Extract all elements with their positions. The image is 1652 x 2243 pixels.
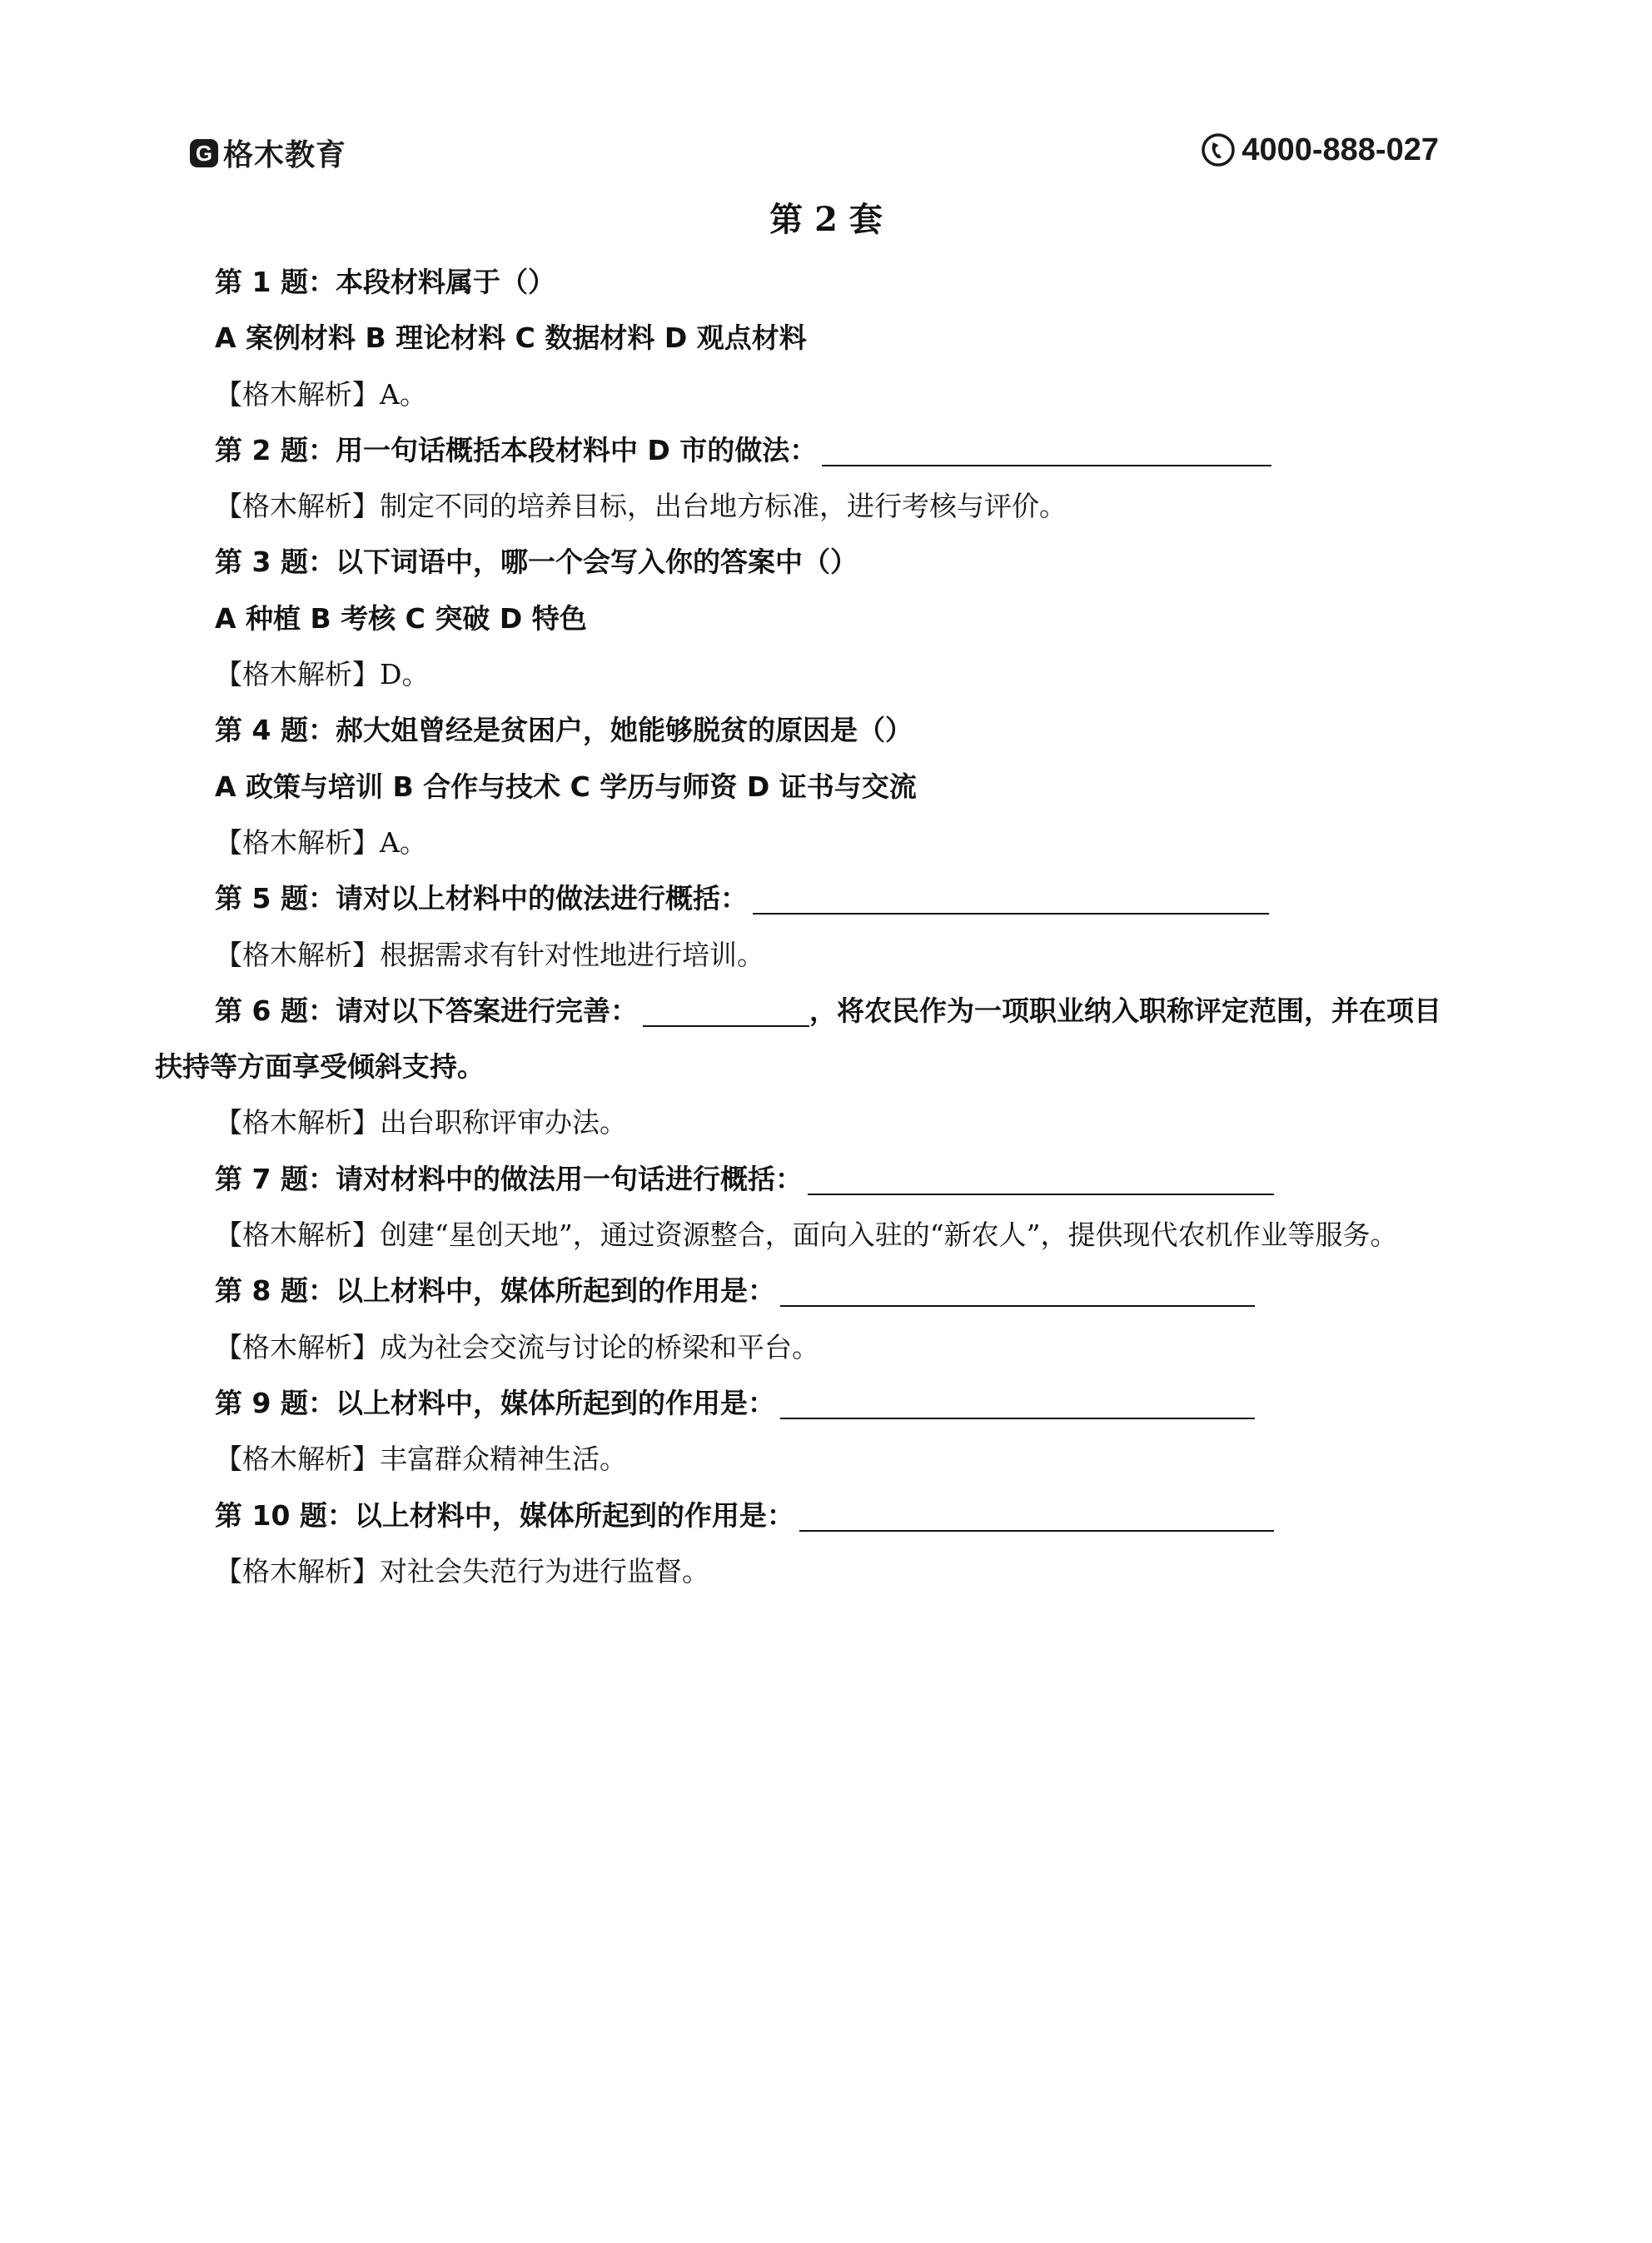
analysis-tag: 【格木解析】 <box>215 1219 380 1252</box>
question-2 <box>215 422 1497 478</box>
analysis-9 <box>215 1431 1497 1487</box>
question-10 <box>215 1488 1497 1543</box>
question-text-after: ，将农民作为一项职业纳入职称评定范围，并在项目 <box>809 994 1441 1027</box>
analysis-10 <box>215 1543 1497 1599</box>
analysis-answer: 成为社会交流与讨论的桥梁和平台。 <box>380 1330 819 1363</box>
analysis-tag: 【格木解析】 <box>215 1330 380 1363</box>
logo-text: 格木教育 <box>223 138 347 172</box>
question-1-options: A 案例材料 B 理论材料 C 数据材料 D 观点材料 <box>215 321 807 355</box>
answer-blank[interactable] <box>808 1160 1274 1195</box>
question-4-options: A 政策与培训 B 合作与技术 C 学历与师资 D 证书与交流 <box>215 770 917 803</box>
question-6 <box>215 983 1497 1039</box>
analysis-2 <box>215 478 1497 534</box>
answer-blank[interactable] <box>799 1497 1274 1532</box>
question-7 <box>215 1151 1497 1207</box>
analysis-answer: 制定不同的培养目标，出台地方标准，进行考核与评价。 <box>380 490 1067 523</box>
answer-blank[interactable] <box>822 431 1271 466</box>
phone-number: 4000-888-027 <box>1241 132 1439 167</box>
question-list <box>155 254 1497 1599</box>
question-5 <box>215 870 1497 926</box>
question-text: 第 8 题：以上材料中，媒体所起到的作用是： <box>215 1274 775 1308</box>
analysis-answer: A。 <box>380 825 427 859</box>
question-6-continued: 扶持等方面享受倾斜支持。 <box>155 1050 485 1084</box>
question-8 <box>215 1263 1497 1318</box>
question-3-options: A 种植 B 考核 C 突破 D 特色 <box>215 601 587 635</box>
analysis-8 <box>215 1319 1497 1375</box>
question-3: 第 3 题：以下词语中，哪一个会写入你的答案中（） <box>215 546 858 579</box>
question-text: 第 2 题：用一句话概括本段材料中 D 市的做法： <box>215 433 818 466</box>
analysis-5 <box>215 927 1497 983</box>
phone-icon <box>1200 132 1237 168</box>
question-text: 第 6 题：请对以下答案进行完善： <box>215 994 638 1027</box>
analysis-tag: 【格木解析】 <box>215 490 380 523</box>
analysis-tag: 【格木解析】 <box>215 825 380 859</box>
question-4: 第 4 题：郝大姐曾经是贫困户，她能够脱贫的原因是（） <box>215 714 913 747</box>
answer-blank[interactable] <box>643 992 809 1027</box>
analysis-answer: 创建“星创天地”，通过资源整合，面向入驻的“新农人”，提供现代农机作业等服务。 <box>380 1219 1398 1252</box>
analysis-7 <box>215 1207 1497 1263</box>
analysis-answer: D。 <box>380 658 430 691</box>
question-text: 第 5 题：请对以上材料中的做法进行概括： <box>215 882 748 915</box>
question-1: 第 1 题：本段材料属于（） <box>215 266 555 298</box>
brand-logo <box>190 132 346 174</box>
analysis-tag: 【格木解析】 <box>215 1106 380 1139</box>
analysis-3 <box>215 646 1497 702</box>
analysis-answer: A。 <box>380 377 427 411</box>
page-header <box>190 125 1462 180</box>
analysis-tag: 【格木解析】 <box>215 658 380 691</box>
analysis-6 <box>215 1094 1497 1150</box>
analysis-tag: 【格木解析】 <box>215 1554 380 1588</box>
analysis-answer: 丰富群众精神生活。 <box>380 1443 627 1476</box>
analysis-tag: 【格木解析】 <box>215 1443 380 1476</box>
analysis-answer: 根据需求有针对性地进行培训。 <box>380 938 764 971</box>
phone-contact <box>1200 132 1439 168</box>
question-text: 第 10 题：以上材料中，媒体所起到的作用是： <box>215 1498 794 1532</box>
logo-mark-icon: G <box>190 139 218 167</box>
answer-blank[interactable] <box>753 880 1269 915</box>
answer-blank[interactable] <box>780 1272 1255 1307</box>
question-9 <box>215 1375 1497 1431</box>
question-text: 第 7 题：请对材料中的做法用一句话进行概括： <box>215 1162 803 1195</box>
question-text: 第 9 题：以上材料中，媒体所起到的作用是： <box>215 1386 775 1419</box>
analysis-1 <box>215 366 1497 422</box>
analysis-4 <box>215 815 1497 870</box>
analysis-answer: 出台职称评审办法。 <box>380 1106 627 1139</box>
answer-blank[interactable] <box>780 1384 1255 1419</box>
analysis-tag: 【格木解析】 <box>215 938 380 971</box>
analysis-answer: 对社会失范行为进行监督。 <box>380 1554 709 1588</box>
page-title: 第 2 套 <box>769 200 883 239</box>
analysis-tag: 【格木解析】 <box>215 377 380 411</box>
